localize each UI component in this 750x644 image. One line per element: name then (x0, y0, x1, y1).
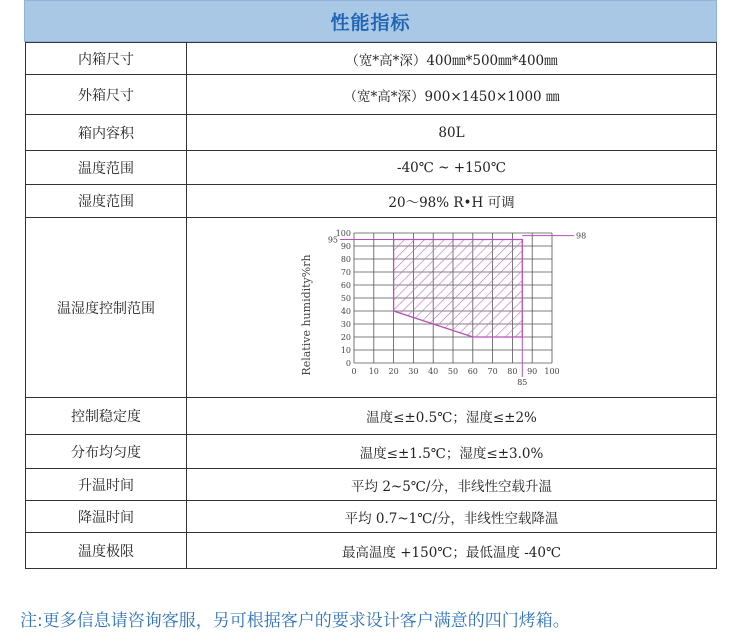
table-row (26, 435, 717, 469)
humidity-chart-cell (187, 218, 717, 398)
row-value: 温度≤±1.5℃；湿度≤±3.0% (187, 435, 717, 469)
row-label: 内箱尺寸 (26, 43, 187, 75)
row-value: 温度≤±0.5℃；湿度≤±2% (187, 398, 717, 435)
y-tick-label: 0 (345, 358, 351, 368)
row-label: 温湿度控制范围 (26, 218, 187, 398)
y-tick-label: 20 (340, 332, 351, 342)
row-label: 温度范围 (26, 151, 187, 185)
y-axis-label: Relative humidity%rh (299, 253, 313, 376)
table-row (26, 469, 717, 501)
y-tick-label: 70 (340, 267, 351, 277)
row-value: （宽*高*深）400㎜*500㎜*400㎜ (187, 43, 717, 75)
row-value: 平均 2~5℃/分，非线性空载升温 (187, 469, 717, 501)
row-label: 箱内容积 (26, 115, 187, 151)
row-value: （宽*高*深）900×1450×1000 ㎜ (187, 75, 717, 115)
y-tick-label: 50 (340, 293, 351, 303)
x-tick-label: 60 (467, 366, 478, 376)
row-value: -40℃ ~ +150℃ (187, 151, 717, 185)
row-label: 控制稳定度 (26, 398, 187, 435)
x-tick-label: 70 (487, 366, 498, 376)
y-tick-label: 80 (340, 254, 351, 264)
table-row (26, 43, 717, 75)
x-tick-label: 30 (407, 366, 418, 376)
row-label: 外箱尺寸 (26, 75, 187, 115)
x-tick-label: 80 (506, 366, 517, 376)
footer-note: 注:更多信息请咨询客服，另可根据客户的要求设计客户满意的四门烤箱。 (20, 611, 570, 631)
section-title: 性能指标 (330, 11, 411, 34)
table-row (26, 218, 717, 398)
section-header (24, 0, 717, 42)
y-tick-label: 100 (335, 228, 351, 238)
y-tick-label: 60 (340, 280, 351, 290)
x-tick-label: 100 (543, 366, 560, 376)
row-label: 湿度范围 (26, 185, 187, 218)
table-row (26, 75, 717, 115)
y-tick-label: 30 (340, 319, 351, 329)
x-tick-label: 0 (350, 366, 357, 376)
row-value: 最高温度 +150℃；最低温度 -40℃ (187, 533, 717, 569)
row-label: 分布均匀度 (26, 435, 187, 469)
annotation-label: 85 (516, 377, 527, 387)
table-row (26, 151, 717, 185)
table-row (26, 185, 717, 218)
annotation-label: 98 (575, 231, 586, 241)
x-tick-label: 10 (368, 366, 379, 376)
table-row (26, 398, 717, 435)
spec-table (25, 42, 717, 569)
humidity-chart (299, 223, 602, 393)
y-tick-label: 90 (340, 241, 351, 251)
x-tick-label: 50 (447, 366, 458, 376)
row-label: 升温时间 (26, 469, 187, 501)
y-tick-label: 10 (340, 345, 351, 355)
table-row (26, 533, 717, 569)
table-row (26, 501, 717, 533)
annotation-label: 95 (327, 235, 338, 244)
row-value: 20～98% R•H 可调 (187, 185, 717, 218)
row-value: 平均 0.7~1℃/分，非线性空载降温 (187, 501, 717, 533)
table-row (26, 115, 717, 151)
y-tick-label: 40 (340, 306, 351, 316)
control-range-region (393, 239, 522, 337)
x-tick-label: 20 (388, 366, 399, 376)
row-label: 温度极限 (26, 533, 187, 569)
x-tick-label: 90 (526, 366, 537, 376)
row-label: 降温时间 (26, 501, 187, 533)
row-value: 80L (187, 115, 717, 151)
x-tick-label: 40 (427, 366, 438, 376)
